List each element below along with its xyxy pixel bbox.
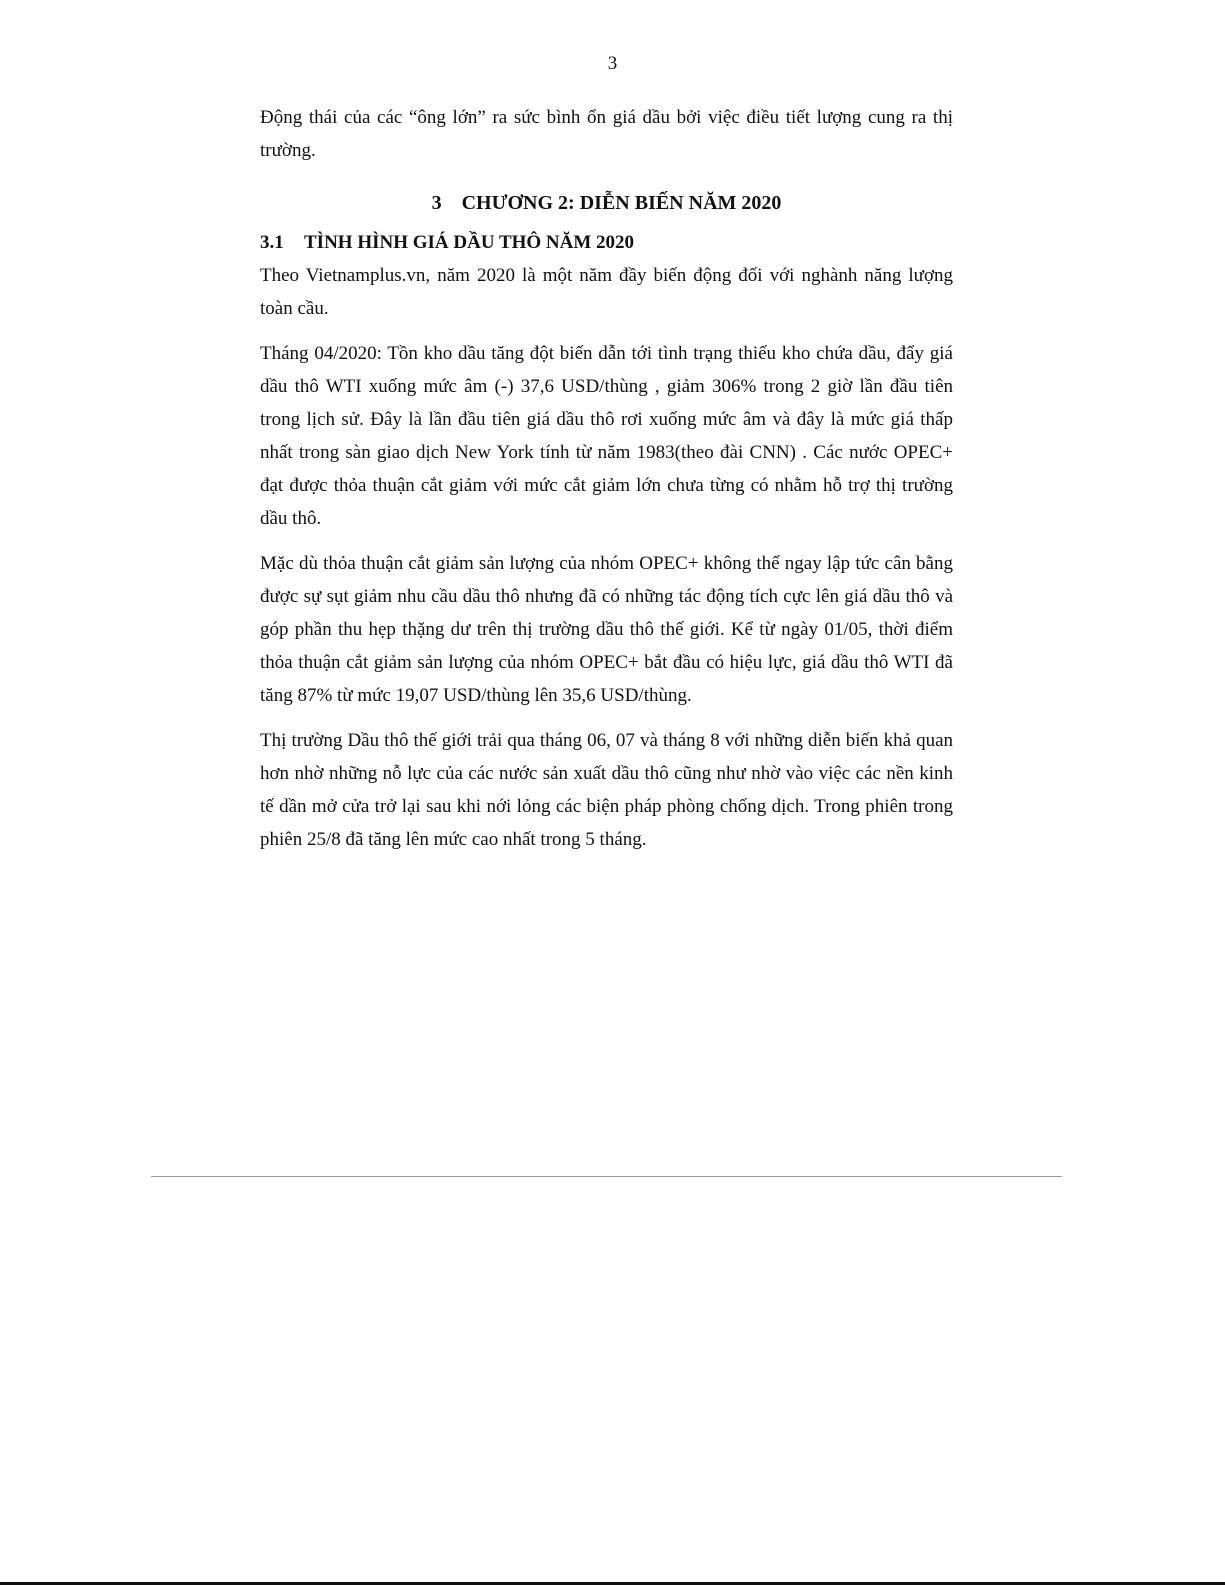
intro-paragraph: Động thái của các “ông lớn” ra sức bình ổn giá dầu bởi việc điều tiết lượng cung ra thị trường. [260,107,953,161]
chapter-title: CHƯƠNG 2: DIỄN BIẾN NĂM 2020 [461,192,782,214]
section-heading [260,229,953,259]
paragraph: Mặc dù thỏa thuận cắt giảm sản lượng của nhóm OPEC+ không thể ngay lập tức cân bằng được sự sụt giảm nhu cầu dầu thô nhưng đã có những tác động tích cực lên giá dầu thô và góp phần thu hẹp thặng dư trên thị trường dầu thô thế giới. Kể từ ngày 01/05, thời điểm thỏa thuận cắt giảm sản lượng của nhóm OPEC+ bắt đầu có hiệu lực, giá dầu thô WTI đã tăng 87% từ mức 19,07 USD/thùng lên 35,6 USD/thùng. [260,553,953,706]
paragraph: Tháng 04/2020: Tồn kho dầu tăng đột biến dẫn tới tình trạng thiếu kho chứa dầu, đẩy giá dầu thô WTI xuống mức âm (-) 37,6 USD/thùng , giảm 306% trong 2 giờ lần đầu tiên trong lịch sử. Đây là lần đầu tiên giá dầu thô rơi xuống mức âm và đây là mức giá thấp nhất trong sàn giao dịch New York tính từ năm 1983(theo đài CNN) . Các nước OPEC+ đạt được thỏa thuận cắt giảm với mức cắt giảm lớn chưa từng có nhằm hỗ trợ thị trường dầu thô. [260,343,953,529]
paragraph: Thị trường Dầu thô thế giới trải qua tháng 06, 07 và tháng 8 với những diễn biến khả quan hơn nhờ những nỗ lực của các nước sản xuất dầu thô cũng như nhờ vào việc các nền kinh tế dần mở cửa trở lại sau khi nới lỏng các biện pháp phòng chống dịch. Trong phiên trong phiên 25/8 đã tăng lên mức cao nhất trong 5 tháng. [260,730,953,850]
section-number: 3.1 [260,232,284,253]
footer-divider [151,1176,1062,1177]
chapter-heading [260,167,953,229]
document-body [260,101,953,856]
page-number: 3 [607,53,618,74]
paragraph: Theo Vietnamplus.vn, năm 2020 là một năm đầy biến động đối với nghành năng lượng toàn cầu. [260,265,953,319]
chapter-number: 3 [431,192,442,214]
section-title: TÌNH HÌNH GIÁ DẦU THÔ NĂM 2020 [304,232,635,253]
